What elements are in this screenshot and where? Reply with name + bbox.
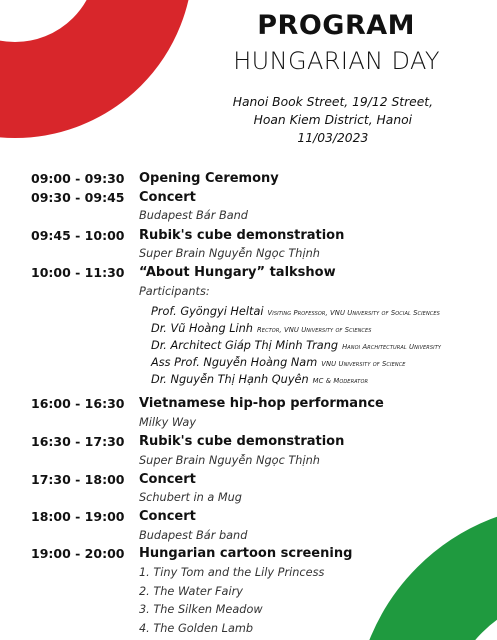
red-arc-decoration (0, 0, 145, 90)
event-detail: Milky Way (139, 416, 197, 429)
time-slot: 16:30 - 17:30 (31, 434, 125, 449)
time-slot: 16:00 - 16:30 (31, 396, 125, 411)
event-date: 11/03/2023 (297, 131, 369, 145)
event-title: “About Hungary” talkshow (139, 265, 336, 280)
event-detail: Participants: (139, 285, 210, 298)
participant-role: VNU University of Science (321, 360, 406, 368)
participant-name: Dr. Vũ Hoàng Linh (151, 322, 253, 335)
participant-name: Ass Prof. Nguyễn Hoàng Nam (151, 356, 318, 369)
film-item: 4. The Golden Lamb (139, 622, 254, 635)
participant-name: Prof. Gyöngyi Heltai (151, 305, 264, 318)
participant-name: Dr. Architect Giáp Thị Minh Trang (151, 339, 339, 352)
participant (151, 373, 368, 386)
participant (151, 322, 372, 335)
film-item: 2. The Water Fairy (139, 585, 243, 598)
event-title: Rubik's cube demonstration (139, 228, 345, 243)
page-subtitle: HUNGARIAN DAY (233, 47, 440, 75)
event-detail: Super Brain Nguyễn Ngọc Thịnh (139, 454, 320, 467)
event-title: Concert (139, 190, 196, 205)
event-title: Rubik's cube demonstration (139, 434, 345, 449)
event-title: Concert (139, 472, 196, 487)
event-title: Hungarian cartoon screening (139, 546, 353, 561)
participant-role: Visiting Professor, VNU University of Social Sciences (267, 309, 440, 317)
participant-role: MC & Moderator (312, 377, 369, 385)
event-detail: Schubert in a Mug (139, 491, 242, 504)
event-detail: Budapest Bár band (139, 529, 248, 542)
film-item: 1. Tiny Tom and the Lily Princess (139, 566, 325, 579)
time-slot: 19:00 - 20:00 (31, 546, 125, 561)
event-detail: Super Brain Nguyễn Ngọc Thịnh (139, 247, 320, 260)
participant-name: Dr. Nguyễn Thị Hạnh Quyên (151, 373, 309, 386)
venue-address-line-1: Hanoi Book Street, 19/12 Street, (232, 95, 433, 109)
event-title: Vietnamese hip-hop performance (139, 396, 384, 411)
venue-block (233, 93, 433, 147)
page-title: PROGRAM (257, 10, 415, 41)
green-arc-decoration (400, 550, 497, 640)
event-detail: Budapest Bár Band (139, 209, 248, 222)
venue-address-line-2: Hoan Kiem District, Hanoi (253, 113, 413, 127)
time-slot: 10:00 - 11:30 (31, 265, 125, 280)
participant-role: Hanoi Architectural University (342, 343, 442, 351)
event-title: Opening Ceremony (139, 171, 279, 186)
event-title: Concert (139, 509, 196, 524)
time-slot: 17:30 - 18:00 (31, 472, 125, 487)
time-slot: 09:45 - 10:00 (31, 228, 125, 243)
film-item: 3. The Silken Meadow (139, 603, 263, 616)
participant-role: Rector, VNU University of Sciences (256, 326, 372, 334)
time-slot: 09:00 - 09:30 (31, 171, 125, 186)
time-slot: 09:30 - 09:45 (31, 190, 125, 205)
time-slot: 18:00 - 19:00 (31, 509, 125, 524)
participant (151, 356, 406, 369)
participant (151, 305, 440, 318)
participant (151, 339, 441, 352)
